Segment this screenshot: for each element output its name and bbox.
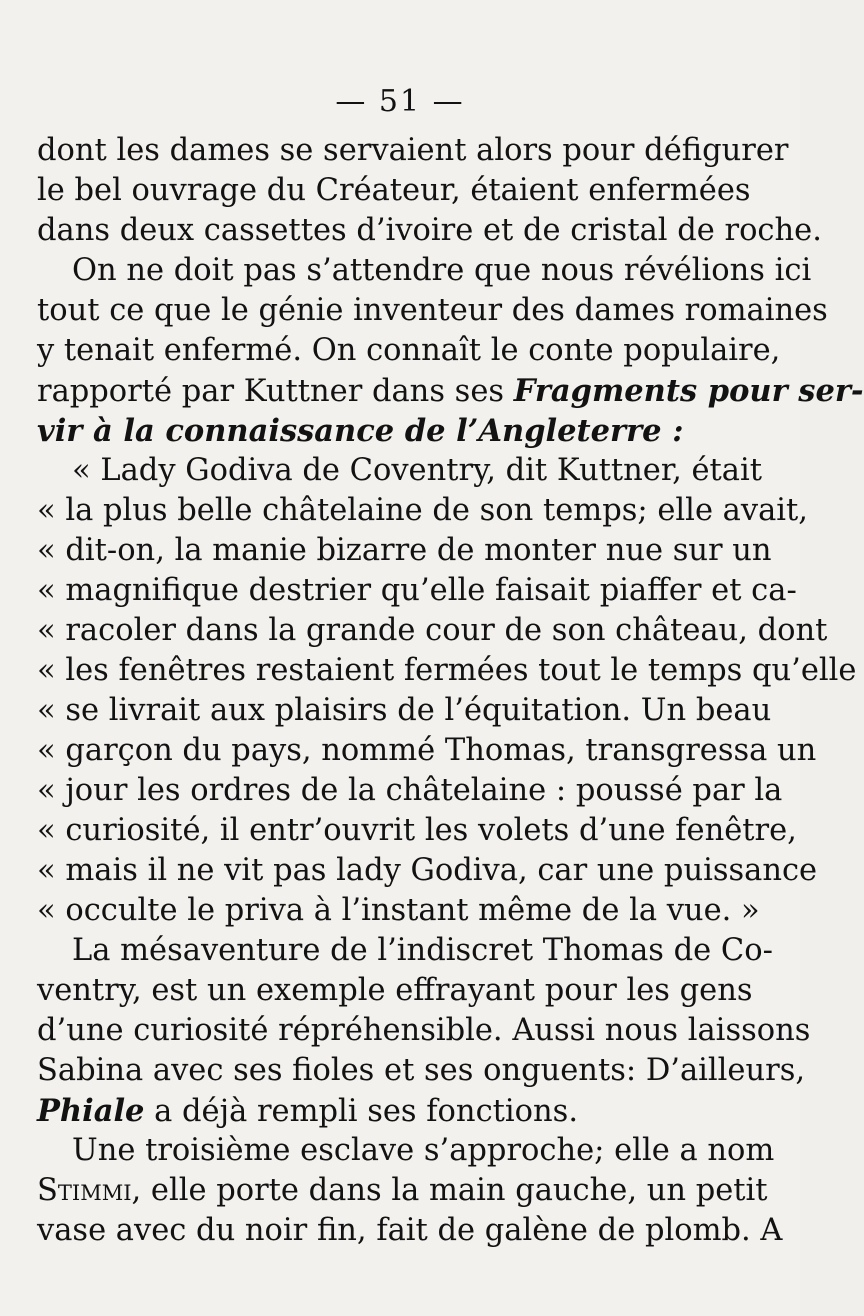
- page-number: — 51 —: [335, 84, 465, 119]
- text-line: [37, 1171, 768, 1211]
- text-line: le bel ouvrage du Créateur, étaient enfermées: [37, 173, 751, 208]
- quote-line: « les fenêtres restaient fermées tout le temps qu’elle: [37, 653, 857, 688]
- text-line: d’une curiosité répréhensible. Aussi nous laissons: [37, 1013, 811, 1048]
- text-line: [37, 1091, 707, 1132]
- quote-line: « occulte le priva à l’instant même de la vue. »: [37, 893, 760, 928]
- paragraph-start-line: Une troisième esclave s’approche; elle a nom: [72, 1133, 775, 1168]
- quote-line: « jour les ordres de la châtelaine : poussé par la: [37, 773, 783, 808]
- quote-line: « garçon du pays, nommé Thomas, transgressa un: [37, 733, 817, 768]
- italic-title: Fragments pour ser-: [513, 373, 864, 409]
- text-line: dans deux cassettes d’ivoire et de cristal de roche.: [37, 213, 822, 248]
- text-line: Sabina avec ses fioles et ses onguents: D’ailleurs,: [37, 1053, 806, 1088]
- quote-line: « mais il ne vit pas lady Godiva, car une puissance: [37, 853, 818, 888]
- text-segment: a déjà rempli ses fonctions.: [154, 1094, 579, 1129]
- paragraph-start-line: On ne doit pas s’attendre que nous révélions ici: [72, 253, 812, 288]
- quote-line: « se livrait aux plaisirs de l’équitation. Un beau: [37, 693, 772, 728]
- text-line: tout ce que le génie inventeur des dames romaines: [37, 293, 828, 328]
- quote-line: « curiosité, il entr’ouvrit les volets d’une fenêtre,: [37, 813, 797, 848]
- quote-line: « la plus belle châtelaine de son temps; elle avait,: [37, 493, 808, 528]
- paragraph-start-line: La mésaventure de l’indiscret Thomas de Co-: [72, 933, 773, 968]
- text-line: vase avec du noir fin, fait de galène de plomb. A: [37, 1213, 783, 1248]
- italic-title: vir à la connaissance de l’Angleterre :: [37, 413, 684, 449]
- text-line: y tenait enfermé. On connaît le conte populaire,: [37, 333, 781, 368]
- quote-line: « racoler dans la grande cour de son château, dont: [37, 613, 828, 648]
- text-segment: , elle porte dans la main gauche, un petit: [131, 1173, 768, 1208]
- quote-line: « dit-on, la manie bizarre de monter nue sur un: [37, 533, 772, 568]
- quote-line: « magnifique destrier qu’elle faisait piaffer et ca-: [37, 573, 797, 608]
- text-line: dont les dames se servaient alors pour défigurer: [37, 133, 789, 168]
- text-line: [37, 411, 707, 452]
- text-line: ventry, est un exemple effrayant pour les gens: [37, 973, 753, 1008]
- quote-start-line: « Lady Godiva de Coventry, dit Kuttner, était: [72, 453, 762, 488]
- small-caps-term: Stimmi: [37, 1173, 132, 1208]
- italic-term: Phiale: [37, 1093, 145, 1129]
- text-segment: rapporté par Kuttner dans ses: [37, 374, 505, 409]
- text-line: [37, 371, 864, 412]
